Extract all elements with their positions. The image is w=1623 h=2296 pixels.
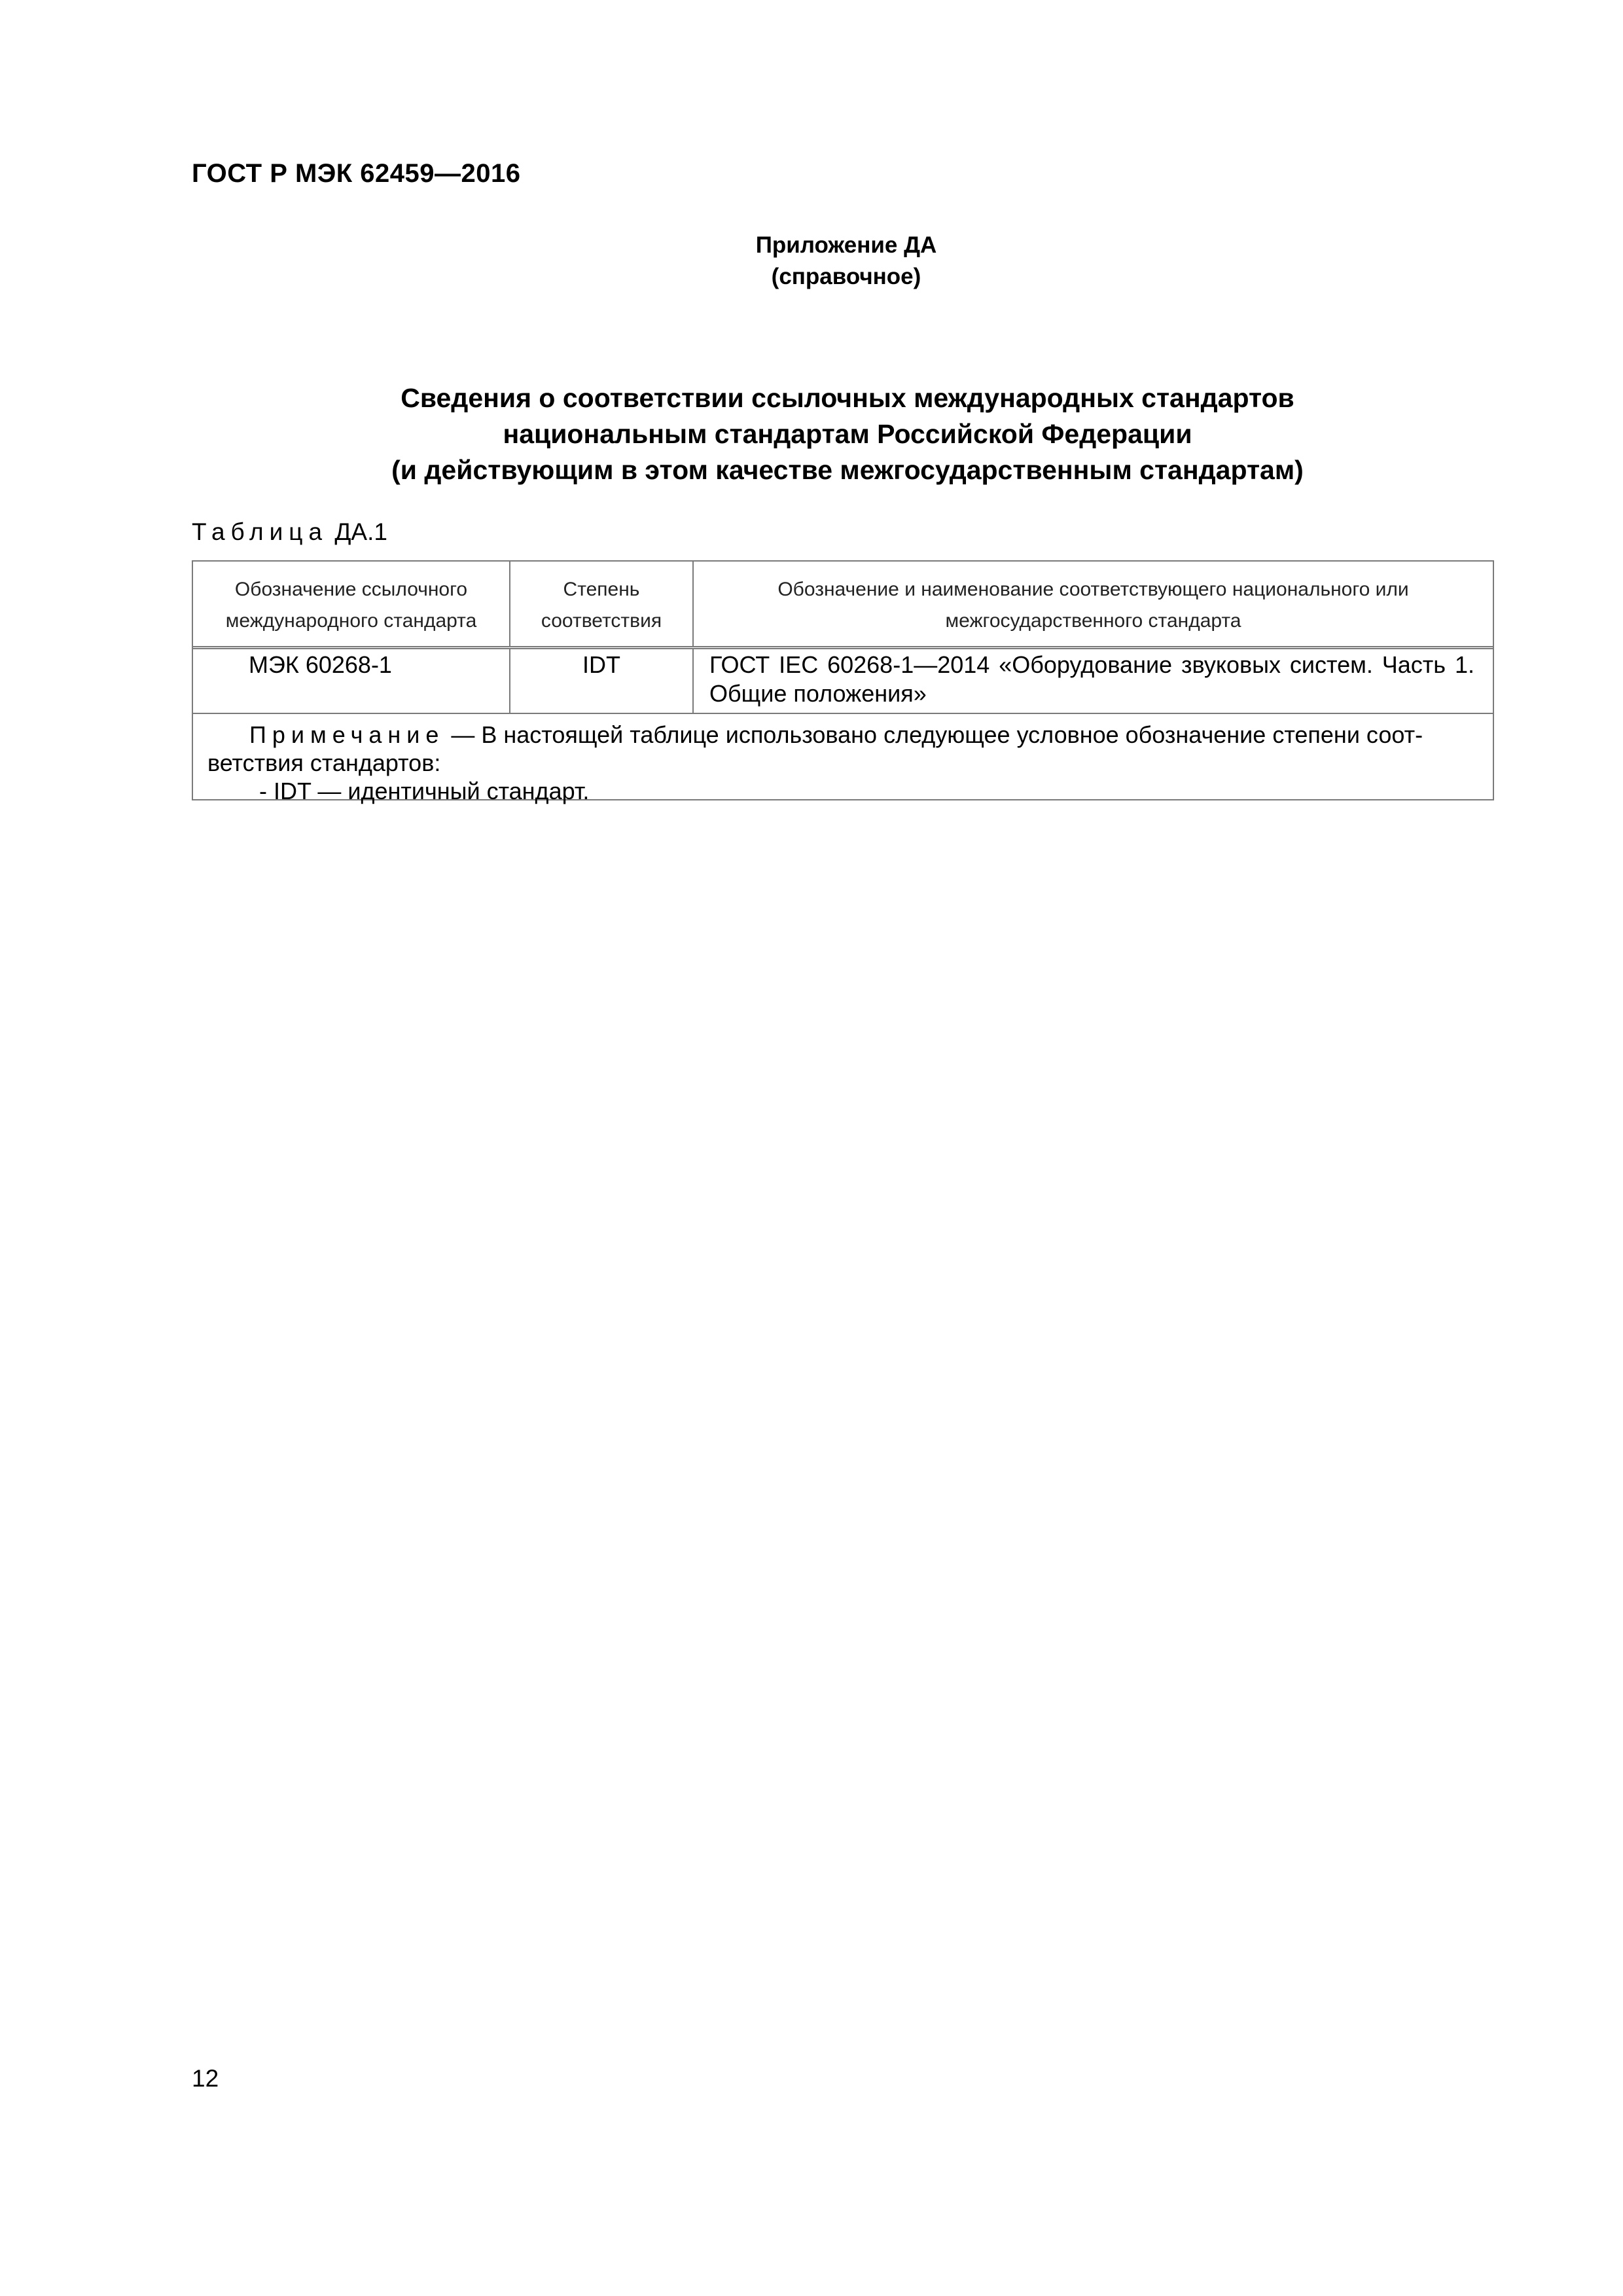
header-text: международного стандарта — [225, 609, 477, 632]
table-caption — [192, 518, 387, 546]
annex-title-line-1: Сведения о соответствии ссылочных международных стандартов — [401, 383, 1294, 413]
header-text: межгосударственного стандарта — [945, 609, 1241, 632]
header-text: Обозначение ссылочного — [234, 578, 468, 600]
annex-title-line-3: (и действующим в этом качестве межгосударственным стандартам) — [391, 455, 1304, 485]
reference-table — [192, 560, 1494, 804]
note-list-item: - IDT — идентичный стандарт. — [259, 778, 590, 804]
cell-degree: IDT — [510, 649, 694, 713]
annex-title — [0, 380, 1623, 488]
annex-label: Приложение ДА — [755, 232, 937, 258]
annex-title-line-2: национальным стандартам Российской Федерации — [503, 419, 1192, 449]
table-row — [193, 649, 1493, 714]
table-header-row — [193, 562, 1493, 649]
header-cell-reference — [193, 562, 510, 646]
page-number: 12 — [192, 2065, 219, 2092]
note-line-2: ветствия стандартов: — [207, 749, 441, 776]
header-text: соответствия — [541, 609, 662, 632]
note-text: — В настоящей таблице использовано следующее условное обозначение степени соот- — [444, 721, 1423, 748]
cell-national-standard: ГОСТ IEC 60268-1—2014 «Оборудование звуковых систем. Часть 1. Общие положения» — [709, 651, 1474, 707]
header-text: Степень — [563, 578, 640, 600]
cell-reference: МЭК 60268-1 — [193, 649, 510, 713]
document-code: ГОСТ Р МЭК 62459—2016 — [192, 159, 521, 188]
note-line-1 — [207, 721, 1478, 749]
annex-kind: (справочное) — [771, 264, 921, 289]
table-caption-number: ДА.1 — [334, 518, 387, 545]
annex-heading — [0, 230, 1623, 293]
table-caption-word: Таблица — [192, 518, 329, 545]
header-cell-national-standard — [694, 562, 1493, 646]
table-note — [193, 714, 1493, 804]
header-cell-degree — [510, 562, 694, 646]
header-text: Обозначение и наименование соответствующего национального или — [777, 578, 1409, 600]
note-label: Примечание — [249, 721, 445, 748]
